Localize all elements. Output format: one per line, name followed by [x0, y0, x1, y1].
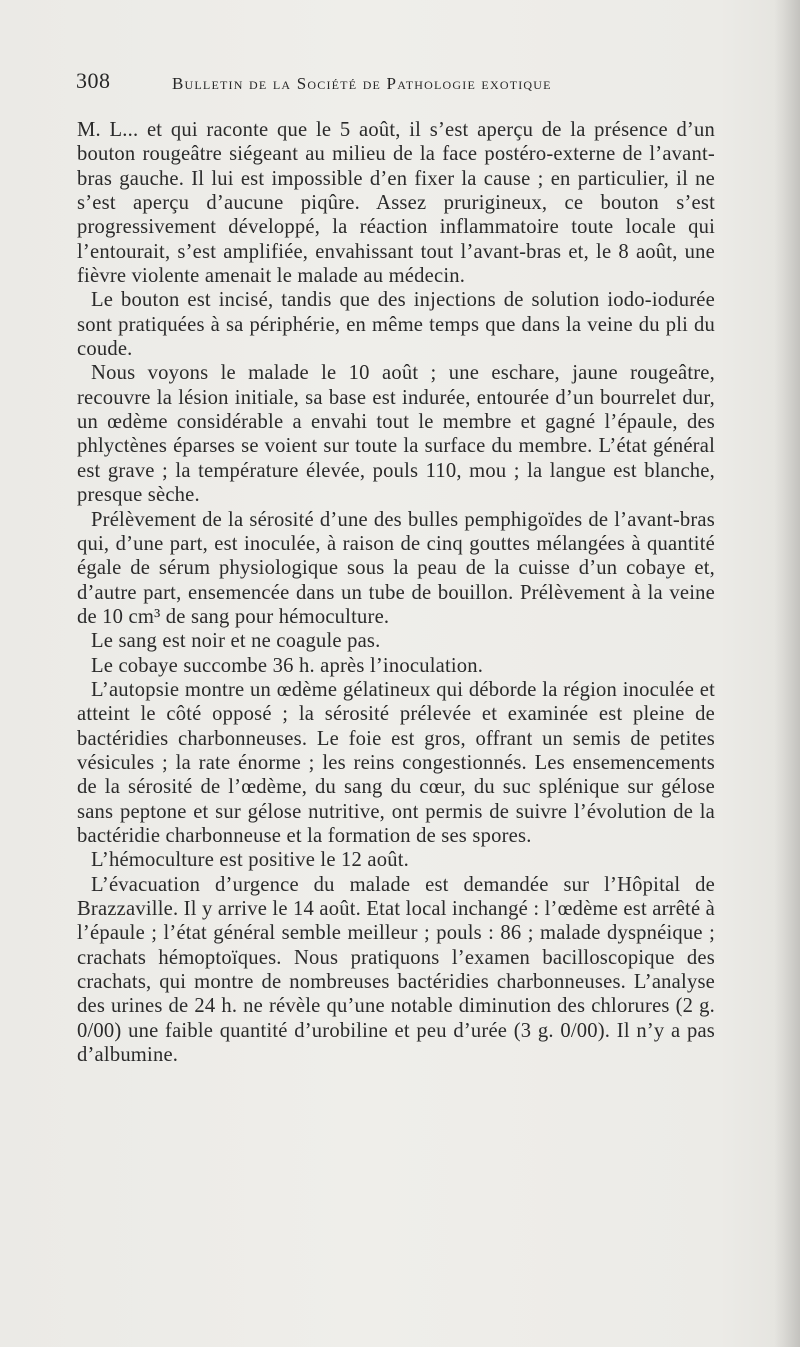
- page-header: [76, 68, 716, 98]
- body-text: [77, 118, 715, 1067]
- paragraph-examination: Nous voyons le malade le 10 août ; une eschare, jaune rougeâtre, recouvre la lésion initiale, sa base est indurée, entourée d’un bourrelet dur, un œdème considérable a envahi tout le membre et gagné l’épaule, des phlyctènes éparses se voient sur toute la surface du membre. L’état général est grave ; la température élevée, pouls 110, mou ; la langue est blanche, presque sèche.: [77, 362, 715, 507]
- running-title: Bulletin de la Société de Pathologie exotique: [172, 74, 552, 93]
- paragraph-evacuation: L’évacuation d’urgence du malade est demandée sur l’Hôpital de Brazzaville. Il y arrive le 14 août. Etat local inchangé : l’œdème est arrêté à l’épaule ; l’état général semble meilleur ; pouls : 86 ; malade dyspnéique ; crachats hémoptoïques. Nous pratiquons l’examen bacilloscopique des crachats, qui montre de nombreuses bactéridies charbonneuses. L’analyse des urines de 24 h. ne révèle qu’une notable diminution des chlorures (2 g. 0/00) une faible quantité d’urobiline et peu d’urée (3 g. 0/00). Il n’y a pas d’albumine.: [77, 873, 715, 1067]
- paragraph-treatment: Le bouton est incisé, tandis que des injections de solution iodo-iodurée sont pratiquées à sa périphérie, en même temps que dans la veine du pli du coude.: [77, 289, 715, 361]
- paragraph-blood-culture: L’hémoculture est positive le 12 août.: [91, 849, 409, 872]
- paragraph-case-history: M. L... et qui raconte que le 5 août, il s’est aperçu de la présence d’un bouton rougeâtre siégeant au milieu de la face postéro-externe de l’avant-bras gauche. Il lui est impossible d’en fixer la cause ; en particulier, il ne s’est aperçu d’aucune piqûre. Assez prurigineux, ce bouton s’est progressivement développé, la réaction inflammatoire toute locale qui l’entourait, s’est amplifiée, envahissant tout l’avant-bras et, le 8 août, une fièvre violente amenait le malade au médecin.: [77, 119, 715, 288]
- page-number: 308: [76, 68, 111, 93]
- paragraph-guinea-pig: Le cobaye succombe 36 h. après l’inoculation.: [91, 654, 484, 677]
- paragraph-autopsy: L’autopsie montre un œdème gélatineux qui déborde la région inoculée et atteint le côté opposé ; la sérosité prélevée et examinée est pleine de bactéridies charbonneuses. Le foie est gros, offrant un semis de petites vésicules ; la rate énorme ; les reins congestionnés. Les ensemencements de la sérosité de l’œdème, du sang du cœur, du suc splénique sur gélose sans peptone et sur gélose nutritive, ont permis de suivre l’évolution de la bactéridie charbonneuse et la formation de ses spores.: [77, 678, 715, 847]
- paragraph-blood: Le sang est noir et ne coagule pas.: [91, 630, 381, 653]
- page-edge-shadow: [774, 0, 800, 1347]
- paragraph-sampling: Prélèvement de la sérosité d’une des bulles pemphigoïdes de l’avant-bras qui, d’une part, est inoculée, à raison de cinq gouttes mélangées à quantité égale de sérum physiologique sous la peau de la cuisse d’un cobaye et, d’autre part, ensemencée dans un tube de bouillon. Prélèvement à la veine de 10 cm³ de sang pour hémoculture.: [77, 508, 715, 628]
